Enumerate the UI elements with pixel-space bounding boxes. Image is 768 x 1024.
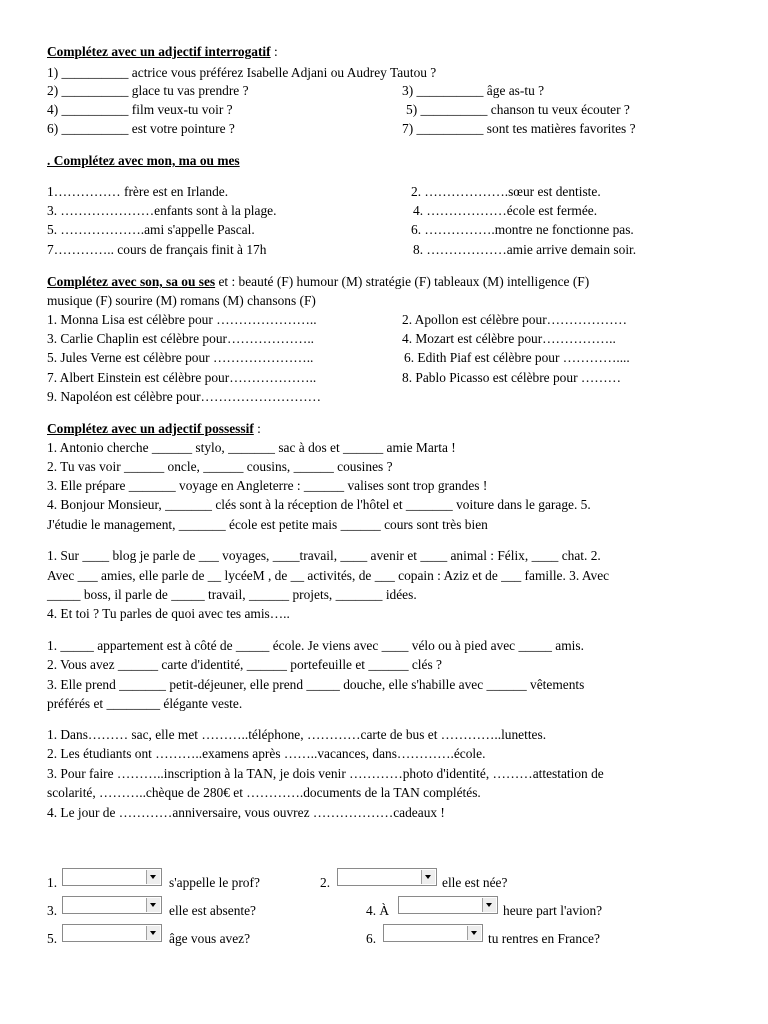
quiz-2-text: elle est née? bbox=[442, 875, 508, 890]
s2-item-5: 5. ……………….ami s'appelle Pascal. bbox=[47, 222, 255, 237]
quiz-4-dropdown[interactable] bbox=[398, 896, 498, 914]
s5-line-4: 4. Et toi ? Tu parles de quoi avec tes amis….. bbox=[47, 606, 290, 621]
chevron-down-icon[interactable] bbox=[482, 898, 496, 912]
quiz-3-dropdown[interactable] bbox=[62, 896, 162, 914]
quiz-1-text: s'appelle le prof? bbox=[169, 875, 260, 890]
section-1-heading-suffix: : bbox=[270, 44, 278, 59]
s4-line-5: J'étudie le management, _______ école est petite mais ______ cours sont très bien bbox=[47, 517, 488, 532]
s4-line-4: 4. Bonjour Monsieur, _______ clés sont à la réception de l'hôtel et _______ voiture dans le garage. 5. bbox=[47, 497, 591, 512]
s4-line-2: 2. Tu vas voir ______ oncle, ______ cousins, ______ cousines ? bbox=[47, 459, 393, 474]
quiz-4-number: 4. À bbox=[366, 903, 390, 918]
quiz-6-dropdown[interactable] bbox=[383, 924, 483, 942]
quiz-1-number: 1. bbox=[47, 875, 58, 890]
quiz-1-dropdown[interactable] bbox=[62, 868, 162, 886]
s1-item-2: 2) __________ glace tu vas prendre ? bbox=[47, 83, 249, 98]
quiz-2-number: 2. bbox=[320, 875, 331, 890]
s2-item-2: 2. ……………….sœur est dentiste. bbox=[411, 184, 601, 199]
s3-item-7: 7. Albert Einstein est célèbre pour……………….. bbox=[47, 370, 317, 385]
s3-item-9: 9. Napoléon est célèbre pour……………………… bbox=[47, 389, 322, 404]
s6-line-1: 1. _____ appartement est à côté de _____ école. Je viens avec ____ vélo ou à pied avec _____ amis. bbox=[47, 638, 584, 653]
quiz-2-dropdown[interactable] bbox=[337, 868, 437, 886]
s3-item-6: 6. Edith Piaf est célèbre pour ………….... bbox=[404, 350, 630, 365]
s4-line-3: 3. Elle prépare _______ voyage en Angleterre : ______ valises sont trop grandes ! bbox=[47, 478, 488, 493]
s3-item-3: 3. Carlie Chaplin est célèbre pour……………….. bbox=[47, 331, 315, 346]
s6-line-4: préférés et ________ élégante veste. bbox=[47, 696, 243, 711]
s1-item-7: 7) __________ sont tes matières favorites ? bbox=[402, 121, 636, 136]
s7-line-2: 2. Les étudiants ont ………..examens après ……..vacances, dans………….école. bbox=[47, 746, 486, 761]
s2-item-8: 8. ………………amie arrive demain soir. bbox=[413, 242, 637, 257]
section-3-heading: Complétez avec son, sa ou ses bbox=[47, 274, 216, 289]
quiz-3-number: 3. bbox=[47, 903, 58, 918]
s3-item-5: 5. Jules Verne est célèbre pour ………………….. bbox=[47, 350, 314, 365]
quiz-6-number: 6. bbox=[366, 931, 377, 946]
section-4-heading-suffix: : bbox=[253, 421, 261, 436]
s2-item-7: 7………….. cours de français finit à 17h bbox=[47, 242, 267, 257]
s5-line-1: 1. Sur ____ blog je parle de ___ voyages, ____travail, ____ avenir et ____ animal : Félix, ____ chat. 2. bbox=[47, 548, 601, 563]
section-3-word-list-cont: musique (F) sourire (M) romans (M) chansons (F) bbox=[47, 293, 316, 308]
s1-item-1: 1) __________ actrice vous préférez Isabelle Adjani ou Audrey Tautou ? bbox=[47, 65, 437, 80]
section-4-heading-line bbox=[47, 421, 261, 437]
s5-line-3: _____ boss, il parle de _____ travail, ______ projets, _______ idées. bbox=[47, 587, 417, 602]
chevron-down-icon[interactable] bbox=[421, 870, 435, 884]
quiz-5-dropdown[interactable] bbox=[62, 924, 162, 942]
section-2-heading: . Complétez avec mon, ma ou mes bbox=[47, 153, 240, 168]
section-3-heading-line bbox=[47, 274, 589, 290]
quiz-4-text: heure part l'avion? bbox=[503, 903, 603, 918]
quiz-3-text: elle est absente? bbox=[169, 903, 256, 918]
chevron-down-icon[interactable] bbox=[467, 926, 481, 940]
s7-line-5: 4. Le jour de …………anniversaire, vous ouvrez ………………cadeaux ! bbox=[47, 805, 445, 820]
quiz-5-number: 5. bbox=[47, 931, 58, 946]
section-4-heading: Complétez avec un adjectif possessif bbox=[47, 421, 254, 436]
section-1-heading-line bbox=[47, 44, 278, 60]
quiz-6-text: tu rentres en France? bbox=[488, 931, 600, 946]
chevron-down-icon[interactable] bbox=[146, 898, 160, 912]
s7-line-3: 3. Pour faire ………..inscription à la TAN, je dois venir …………photo d'identité, ………attestation de bbox=[47, 766, 604, 781]
s2-item-4: 4. ………………école est fermée. bbox=[413, 203, 598, 218]
s7-line-4: scolarité, ………..chèque de 280€ et ………….documents de la TAN complétés. bbox=[47, 785, 481, 800]
s3-item-2: 2. Apollon est célèbre pour……………… bbox=[402, 312, 627, 327]
s1-item-5: 5) __________ chanson tu veux écouter ? bbox=[406, 102, 630, 117]
s3-item-4: 4. Mozart est célèbre pour…………….. bbox=[402, 331, 616, 346]
s1-item-6: 6) __________ est votre pointure ? bbox=[47, 121, 235, 136]
s6-line-2: 2. Vous avez ______ carte d'identité, ______ portefeuille et ______ clés ? bbox=[47, 657, 442, 672]
chevron-down-icon[interactable] bbox=[146, 926, 160, 940]
s1-item-3: 3) __________ âge as-tu ? bbox=[402, 83, 545, 98]
s2-item-6: 6. …………….montre ne fonctionne pas. bbox=[411, 222, 634, 237]
section-1-heading: Complétez avec un adjectif interrogatif bbox=[47, 44, 271, 59]
s2-item-3: 3. …………………enfants sont à la plage. bbox=[47, 203, 277, 218]
s7-line-1: 1. Dans……… sac, elle met ………..téléphone, …………carte de bus et …………..lunettes. bbox=[47, 727, 547, 742]
chevron-down-icon[interactable] bbox=[146, 870, 160, 884]
s5-line-2: Avec ___ amies, elle parle de __ lycéeM , de __ activités, de ___ copain : Aziz et de ___ famille. 3. Avec bbox=[47, 568, 610, 583]
s2-item-1: 1…………… frère est en Irlande. bbox=[47, 184, 229, 199]
s3-item-1: 1. Monna Lisa est célèbre pour ………………….. bbox=[47, 312, 317, 327]
section-3-word-list: et : beauté (F) humour (M) stratégie (F) tableaux (M) intelligence (F) bbox=[215, 274, 590, 289]
s3-item-8: 8. Pablo Picasso est célèbre pour ……… bbox=[402, 370, 622, 385]
quiz-5-text: âge vous avez? bbox=[169, 931, 251, 946]
s6-line-3: 3. Elle prend _______ petit-déjeuner, elle prend _____ douche, elle s'habille avec ______ vêtements bbox=[47, 677, 585, 692]
s1-item-4: 4) __________ film veux-tu voir ? bbox=[47, 102, 233, 117]
s4-line-1: 1. Antonio cherche ______ stylo, _______ sac à dos et ______ amie Marta ! bbox=[47, 440, 456, 455]
